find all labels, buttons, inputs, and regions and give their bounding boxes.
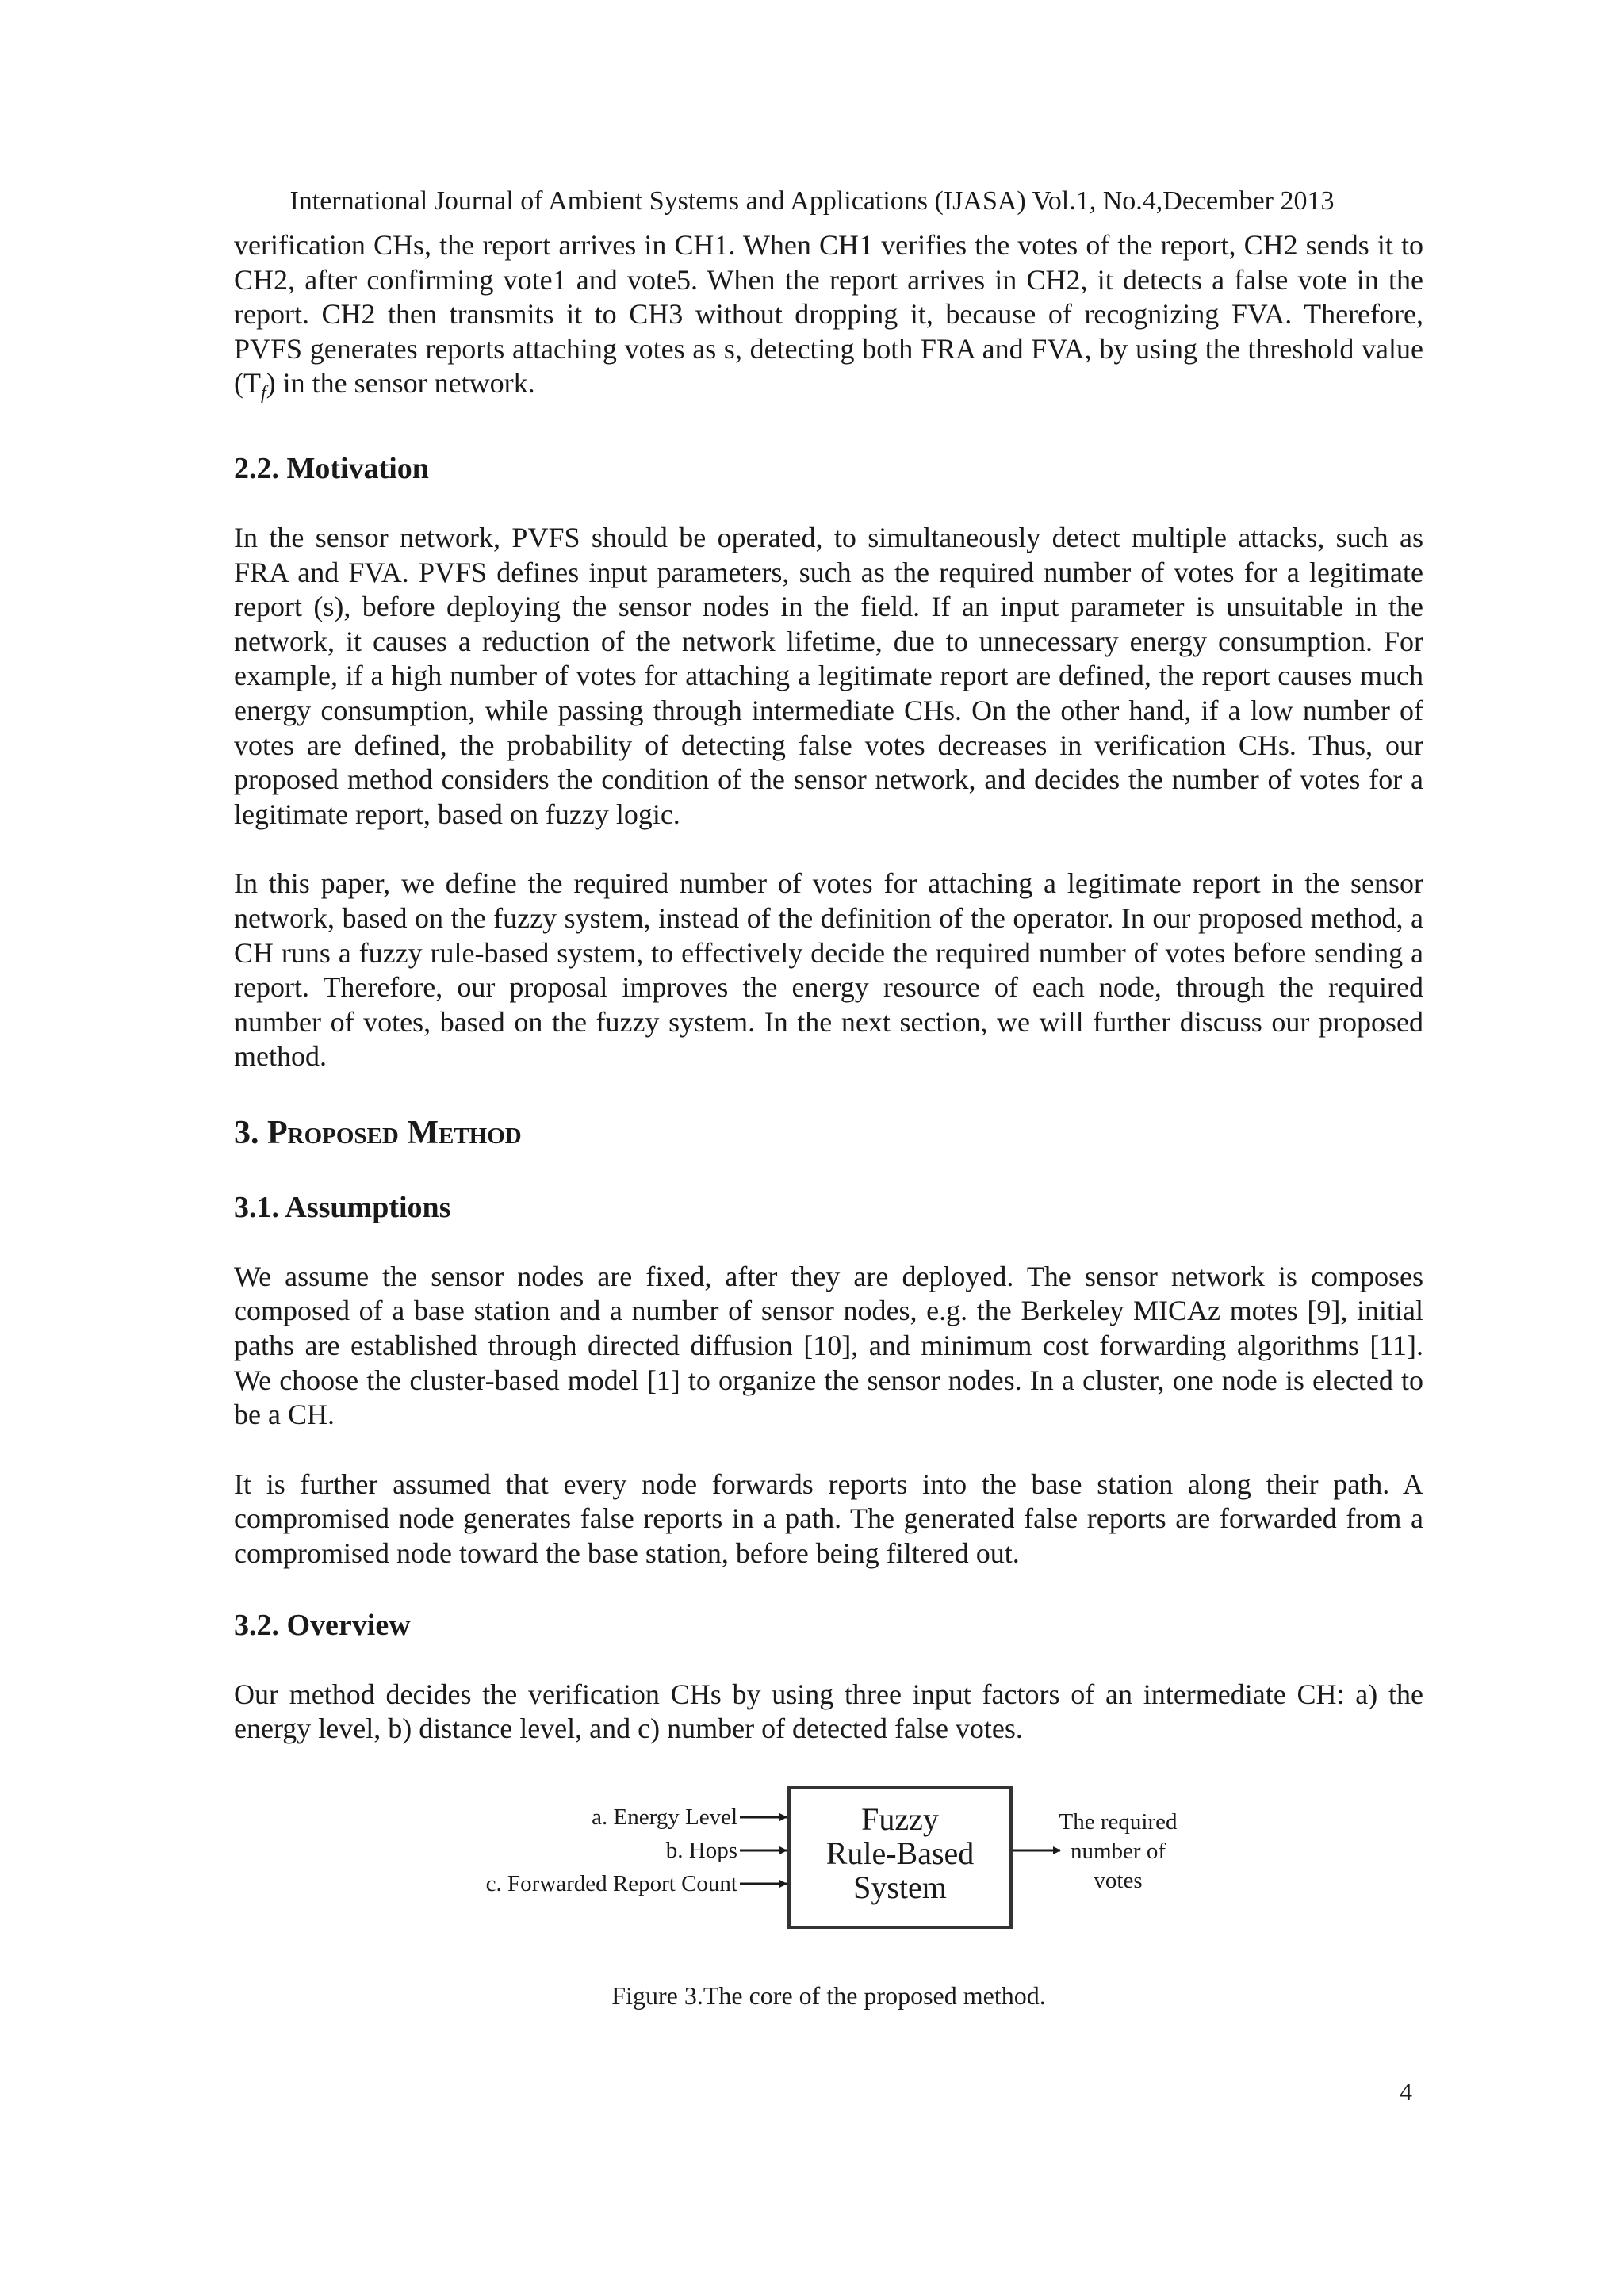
fuzzy-system-diagram [234,1785,1423,1943]
overview-paragraph: Our method decides the verification CHs by using three input factors of an intermediate CH: a) the energy level, b) distance level, and c) number of detected false votes. [234,1678,1423,1745]
section-3-1-heading: 3.1. Assumptions [234,1190,451,1224]
output-line-3: votes [1094,1867,1143,1893]
input-forwarded-report-count: c. Forwarded Report Count [485,1870,737,1896]
section-2-2-heading: 2.2. Motivation [234,451,429,485]
box-line-1: Fuzzy [861,1800,939,1837]
figure-caption: Figure 3.The core of the proposed method. [611,1980,1046,2010]
section-3-heading: 3. Proposed Method [234,1114,522,1151]
output-line-2: number of [1071,1838,1166,1864]
box-line-2: Rule-Based [825,1835,975,1871]
assumptions-paragraph-1: We assume the sensor nodes are fixed, after they are deployed. The sensor network is composes composed of a base station and a number of sensor nodes, e.g. the Berkeley MICAz motes [9], initial paths are established through directed diffusion [10], and minimum cost forwarding algorithms [11]. We choose the cluster-based model [1] to organize the sensor nodes. In a cluster, one node is elected to be a CH. [234,1260,1423,1431]
intro-paragraph [234,228,1423,411]
input-hops: b. Hops [665,1837,737,1863]
page-content [234,228,1423,2011]
input-energy-level: a. Energy Level [592,1804,737,1830]
box-line-3: System [853,1869,947,1905]
motivation-paragraph-2: In this paper, we define the required number of votes for attaching a legitimate report in the sensor network, based on the fuzzy system, instead of the definition of the operator. In our proposed method, a CH runs a fuzzy rule-based system, to effectively decide the required number of votes before sending a report. Therefore, our proposal improves the energy resource of each node, through the required number of votes, based on the fuzzy system. In the next section, we will further discuss our proposed method. [234,867,1423,1073]
figure-3-diagram [234,1785,1423,1943]
intro-text-part-1: verification CHs, the report arrives in CH1. When CH1 verifies the votes of the report, CH2 sends it to CH2, after confirming vote1 and vote5. When the report arrives in CH2, it detects a false vote in the report. CH2 then transmits it to CH3 without dropping it, because of recognizing FVA. Therefore, PVFS generates reports attaching votes as s, detecting both FRA and FVA, by using the threshold value (T [234,229,1423,400]
threshold-subscript: f [260,383,266,404]
motivation-paragraph-1: In the sensor network, PVFS should be operated, to simultaneously detect multiple attacks, such as FRA and FVA. PVFS defines input parameters, such as the required number of votes for a legitimate report (s), before deploying the sensor nodes in the field. If an input parameter is unsuitable in the network, it causes a reduction of the network lifetime, due to unnecessary energy consumption. For example, if a high number of votes for attaching a legitimate report are defined, the report causes much energy consumption, while passing through intermediate CHs. On the other hand, if a low number of votes are defined, the probability of detecting false votes decreases in verification CHs. Thus, our proposed method considers the condition of the sensor network, and decides the number of votes for a legitimate report, based on fuzzy logic. [234,521,1423,830]
section-3-2-heading: 3.2. Overview [234,1608,411,1642]
intro-text-part-2: ) in the sensor network. [266,367,535,400]
page-number: 4 [1400,2077,1412,2106]
running-header: International Journal of Ambient Systems and Applications (IJASA) Vol.1, No.4,December 2013 [289,186,1335,216]
assumptions-paragraph-2: It is further assumed that every node forwards reports into the base station along their path. A compromised node generates false reports in a path. The generated false reports are forwarded from a compromised node toward the base station, before being filtered out. [234,1468,1423,1570]
output-line-1: The required [1059,1808,1178,1835]
